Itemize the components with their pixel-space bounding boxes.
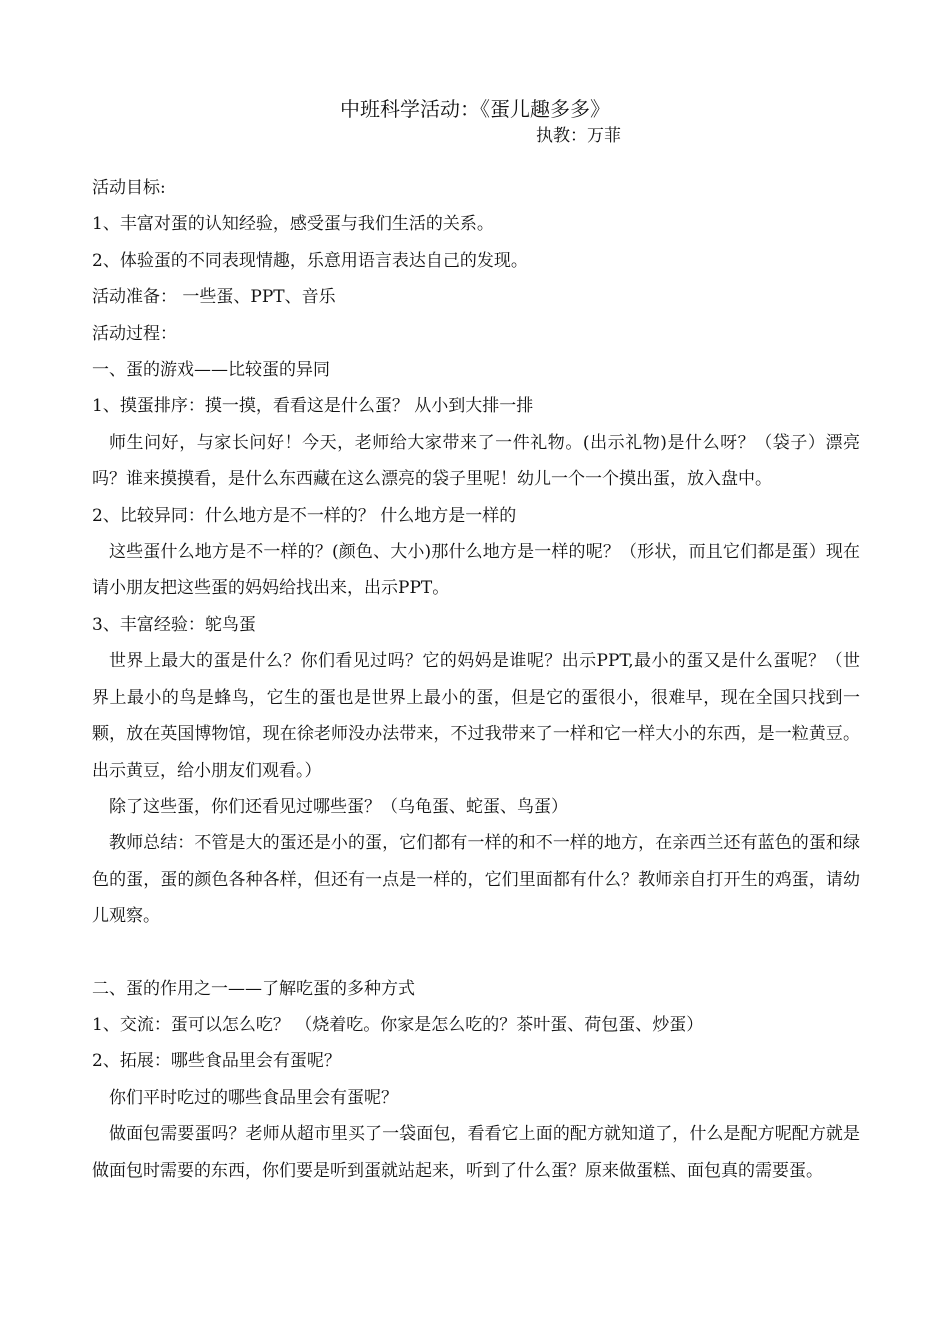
section-1-step-3-extra: 除了这些蛋，你们还看见过哪些蛋？（乌龟蛋、蛇蛋、鸟蛋） [109, 796, 568, 817]
goals-heading: 活动目标: [92, 178, 166, 198]
section-spacer [92, 935, 860, 971]
process-heading: 活动过程： [92, 323, 177, 344]
section-2-step-2-question: 你们平时吃过的哪些食品里会有蛋呢？ [109, 1087, 398, 1108]
section-2-step-2-title: 2、拓展：哪些食品里会有蛋呢？ [92, 1051, 341, 1072]
goal-item-2: 2、体验蛋的不同表现情趣，乐意用语言表达自己的发现。 [92, 250, 528, 271]
section-1-summary: 教师总结：不管是大的蛋还是小的蛋，它们都有一样的和不一样的地方，在亲西兰还有蓝色的蛋和绿色的蛋，蛋的颜色各种各样，但还有一点是一样的，它们里面都有什么？教师亲自打开生的鸡蛋，请幼儿观察。 [92, 833, 860, 927]
document-body [92, 170, 860, 1189]
goal-item-1: 1、丰富对蛋的认知经验，感受蛋与我们生活的关系。 [92, 214, 494, 235]
section-1-step-1-text: 师生问好，与家长问好！今天，老师给大家带来了一件礼物。(出示礼物)是什么呀？（袋子）漂亮吗？谁来摸摸看，是什么东西藏在这么漂亮的袋子里呢！幼儿一个一个摸出蛋，放入盘中。 [92, 432, 860, 490]
section-1-heading: 一、蛋的游戏——比较蛋的异同 [92, 360, 330, 381]
section-2-step-2-text: 做面包需要蛋吗？老师从超市里买了一袋面包，看看它上面的配方就知道了，什么是配方呢配方就是做面包时需要的东西，你们要是听到蛋就站起来，听到了什么蛋？原来做蛋糕、面包真的需要蛋。 [92, 1124, 860, 1181]
preparation-line: 活动准备： 一些蛋、PPT、音乐 [92, 287, 336, 308]
section-1-step-1-title: 1、摸蛋排序：摸一摸，看看这是什么蛋？ 从小到大排一排 [92, 396, 534, 417]
section-1-step-3-title: 3、丰富经验：鸵鸟蛋 [92, 614, 256, 635]
document-title: 中班科学活动：《蛋儿趣多多》 [340, 97, 610, 121]
section-2-step-1: 1、交流：蛋可以怎么吃？ （烧着吃。你家是怎么吃的？茶叶蛋、荷包蛋、炒蛋） [92, 1014, 704, 1035]
teacher-line: 执教：万菲 [536, 126, 621, 146]
section-1-step-3-text: 世界上最大的蛋是什么？你们看见过吗？它的妈妈是谁呢？出示PPT,最小的蛋又是什么蛋呢？（世界上最小的鸟是蜂鸟，它生的蛋也是世界上最小的蛋，但是它的蛋很小，很难早，现在全国只找到一颗，放在英国博物馆，现在徐老师没办法带来，不过我带来了一样和它一样大小的东西，是一粒黄豆。出示黄豆，给小朋友们观看。） [92, 651, 860, 781]
section-1-step-2-text: 这些蛋什么地方是不一样的？(颜色、大小)那什么地方是一样的呢？（形状，而且它们都是蛋）现在请小朋友把这些蛋的妈妈给找出来，出示PPT。 [92, 542, 860, 599]
section-2-heading: 二、蛋的作用之一——了解吃蛋的多种方式 [92, 978, 415, 999]
section-1-step-2-title: 2、比较异同：什么地方是不一样的？ 什么地方是一样的 [92, 505, 517, 526]
